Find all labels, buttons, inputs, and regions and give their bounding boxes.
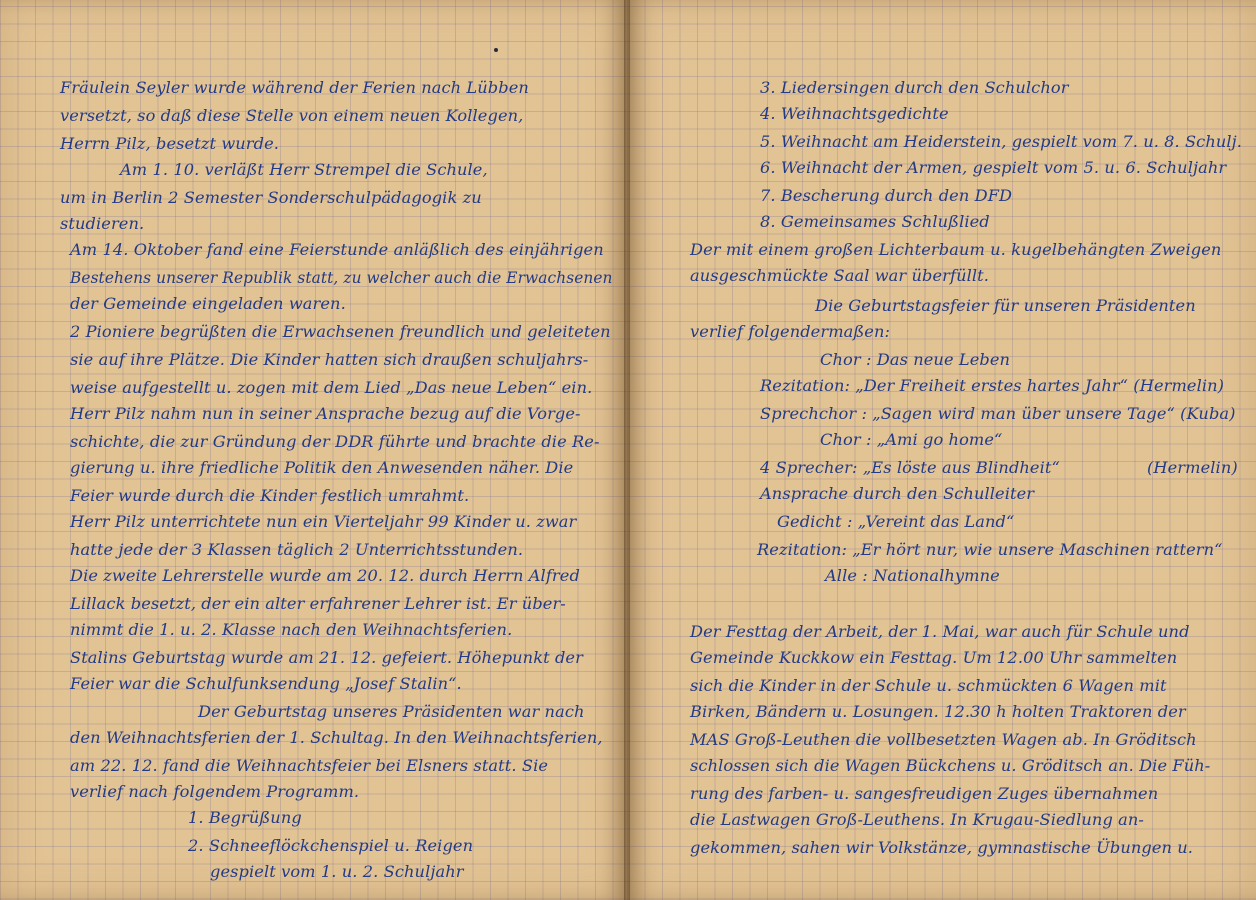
text-line: ausgeschmückte Saal war überfüllt.: [690, 266, 990, 285]
text-line: die Lastwagen Groß-Leuthens. In Krugau-Siedlung an-: [690, 810, 1145, 829]
text-line: Herrn Pilz, besetzt wurde.: [60, 134, 280, 153]
program-entry: Sprechchor : „Sagen wird man über unsere Tage“ (Kuba): [760, 404, 1236, 423]
right-page: [627, 0, 1256, 900]
left-page: [0, 0, 627, 900]
program-entry-author: (Hermelin): [1147, 458, 1238, 477]
text-line: gierung u. ihre friedliche Politik den Anwesenden näher. Die: [70, 458, 574, 477]
text-line: hatte jede der 3 Klassen täglich 2 Unterrichtsstunden.: [70, 540, 524, 559]
text-line: 2 Pioniere begrüßten die Erwachsenen freundlich und geleiteten: [70, 322, 611, 341]
text-line: Bestehens unserer Republik statt, zu welcher auch die Erwachsenen: [70, 268, 613, 287]
program-item: 2. Schneeflöckchenspiel u. Reigen: [188, 836, 474, 855]
text-line: rung des farben- u. sangesfreudigen Zuges übernahmen: [690, 784, 1159, 803]
text-line: Fräulein Seyler wurde während der Ferien nach Lübben: [60, 78, 529, 97]
text-line: Der Geburtstag unseres Präsidenten war nach: [198, 702, 585, 721]
text-line: Die zweite Lehrerstelle wurde am 20. 12. durch Herrn Alfred: [70, 566, 580, 585]
program-item-detail: gespielt vom 1. u. 2. Schuljahr: [210, 862, 464, 881]
text-line: der Gemeinde eingeladen waren.: [70, 294, 346, 313]
text-line: Der Festtag der Arbeit, der 1. Mai, war auch für Schule und: [690, 622, 1190, 641]
text-line: versetzt, so daß diese Stelle von einem neuen Kollegen,: [60, 106, 524, 125]
ink-dot: [494, 48, 498, 52]
text-line: Birken, Bändern u. Losungen. 12.30 h holten Traktoren der: [690, 702, 1186, 721]
text-line: studieren.: [60, 214, 145, 233]
text-line: schlossen sich die Wagen Bückchens u. Gröditsch an. Die Füh-: [690, 756, 1211, 775]
text-line: Feier war die Schulfunksendung „Josef Stalin“.: [70, 674, 462, 693]
text-line: gekommen, sahen wir Volkstänze, gymnastische Übungen u.: [690, 838, 1194, 857]
text-line: sich die Kinder in der Schule u. schmückten 6 Wagen mit: [690, 676, 1167, 695]
program-entry: Chor : „Ami go home“: [820, 430, 1003, 449]
text-line: um in Berlin 2 Semester Sonderschulpädagogik zu: [60, 188, 482, 207]
program-entry: 4 Sprecher: „Es löste aus Blindheit“: [760, 458, 1060, 477]
text-line: Herr Pilz nahm nun in seiner Ansprache bezug auf die Vorge-: [70, 404, 581, 423]
program-entry: Alle : Nationalhymne: [825, 566, 1000, 585]
program-item: 7. Bescherung durch den DFD: [760, 186, 1013, 205]
program-item: 8. Gemeinsames Schlußlied: [760, 212, 990, 231]
program-item: 4. Weihnachtsgedichte: [760, 104, 949, 123]
text-line: Herr Pilz unterrichtete nun ein Vierteljahr 99 Kinder u. zwar: [70, 512, 577, 531]
text-line: Die Geburtstagsfeier für unseren Präsidenten: [815, 296, 1196, 315]
text-line: verlief folgendermaßen:: [690, 322, 891, 341]
program-entry: Rezitation: „Er hört nur, wie unsere Maschinen rattern“: [757, 540, 1223, 559]
text-line: Der mit einem großen Lichterbaum u. kugelbehängten Zweigen: [690, 240, 1222, 259]
program-item: 5. Weihnacht am Heiderstein, gespielt vom 7. u. 8. Schulj.: [760, 132, 1242, 151]
program-item: 1. Begrüßung: [188, 808, 302, 827]
text-line: am 22. 12. fand die Weihnachtsfeier bei Elsners statt. Sie: [70, 756, 549, 775]
text-line: verlief nach folgendem Programm.: [70, 782, 360, 801]
program-entry: Gedicht : „Vereint das Land“: [777, 512, 1015, 531]
text-line: Stalins Geburtstag wurde am 21. 12. gefeiert. Höhepunkt der: [70, 648, 583, 667]
program-entry: Chor : Das neue Leben: [820, 350, 1011, 369]
text-line: weise aufgestellt u. zogen mit dem Lied „Das neue Leben“ ein.: [70, 378, 593, 397]
text-line: Gemeinde Kuckkow ein Festtag. Um 12.00 Uhr sammelten: [690, 648, 1178, 667]
program-item: 6. Weihnacht der Armen, gespielt vom 5. u. 6. Schuljahr: [760, 158, 1227, 177]
text-line: Am 1. 10. verläßt Herr Strempel die Schule,: [120, 160, 488, 179]
text-line: sie auf ihre Plätze. Die Kinder hatten sich draußen schuljahrs-: [70, 350, 589, 369]
text-line: Am 14. Oktober fand eine Feierstunde anläßlich des einjährigen: [70, 240, 604, 259]
program-entry: Ansprache durch den Schulleiter: [760, 484, 1035, 503]
text-line: Feier wurde durch die Kinder festlich umrahmt.: [70, 486, 470, 505]
text-line: nimmt die 1. u. 2. Klasse nach den Weihnachtsferien.: [70, 620, 513, 639]
program-entry: Rezitation: „Der Freiheit erstes hartes Jahr“ (Hermelin): [760, 376, 1225, 395]
text-line: schichte, die zur Gründung der DDR führte und brachte die Re-: [70, 432, 600, 451]
text-line: Lillack besetzt, der ein alter erfahrener Lehrer ist. Er über-: [70, 594, 566, 613]
text-line: den Weihnachtsferien der 1. Schultag. In den Weihnachtsferien,: [70, 728, 603, 747]
program-item: 3. Liedersingen durch den Schulchor: [760, 78, 1069, 97]
text-line: MAS Groß-Leuthen die vollbesetzten Wagen ab. In Gröditsch: [690, 730, 1197, 749]
notebook-spine: [624, 0, 630, 900]
